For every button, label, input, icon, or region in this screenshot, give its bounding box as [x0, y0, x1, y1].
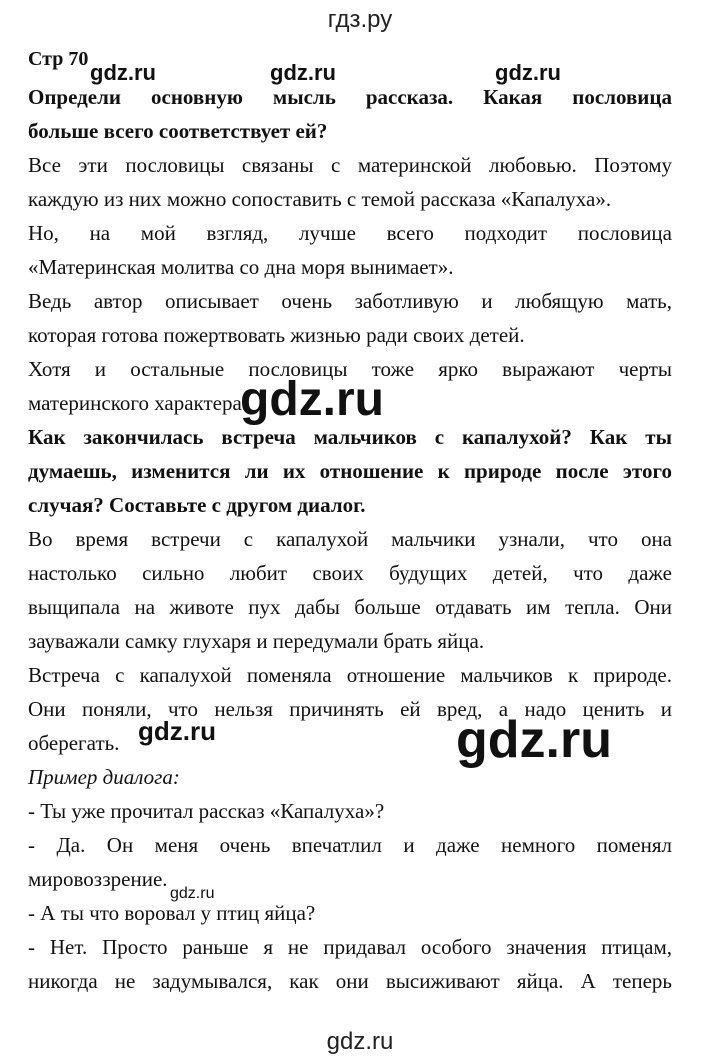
watermark: gdz.ru: [90, 60, 156, 85]
answer2-line: выщипала на животе пух дабы больше отдавать им тепла. Они: [28, 595, 672, 619]
answer1-line: материнского характера.: [28, 391, 248, 415]
answer1-line: «Материнская молитва со дна моря вынимает».: [28, 255, 454, 279]
answer1-line: Все эти пословицы связаны с материнской любовью. Поэтому: [28, 153, 672, 177]
answer2-line: Во время встречи с капалухой мальчики узнали, что она: [28, 527, 672, 551]
question1-line: Определи основную мысль рассказа. Какая пословица: [28, 85, 672, 109]
answer2-line: зауважали самку глухаря и передумали брать яйца.: [28, 629, 485, 653]
page-number: Стр 70: [28, 48, 89, 70]
answer1-line: Но, на мой взгляд, лучше всего подходит пословица: [28, 221, 672, 245]
answer2-line: Они поняли, что нельзя причинять ей вред, а надо ценить и: [28, 697, 672, 721]
dialog-line: - А ты что воровал у птиц яйца?: [28, 901, 316, 925]
watermark: gdz.ru: [270, 60, 336, 85]
dialog-line: никогда не задумывался, как они высиживают яйца. А теперь: [28, 969, 672, 993]
dialog-heading: Пример диалога:: [28, 765, 180, 789]
dialog-line: - Да. Он меня очень впечатлил и даже немного поменял: [28, 833, 672, 857]
watermark: gdz.ru: [138, 716, 216, 746]
site-header: гдз.ру: [327, 6, 393, 33]
dialog-line: мировоззрение.: [28, 867, 168, 891]
question2-line: думаешь, изменится ли их отношение к природе после этого: [28, 459, 672, 483]
answer1-line: каждую из них можно сопоставить с темой рассказа «Капалуха».: [28, 187, 612, 211]
watermark: gdz.ru: [456, 711, 612, 769]
answer1-line: Ведь автор описывает очень заботливую и любящую мать,: [28, 289, 672, 313]
watermark: gdz.ru: [495, 60, 561, 85]
answer2-line: настолько сильно любит своих будущих детей, что даже: [28, 561, 672, 585]
watermark: gdz.ru: [170, 885, 215, 902]
document-body: [28, 80, 672, 998]
answer2-line: оберегать.: [28, 731, 120, 755]
watermark: gdz.ru: [240, 373, 384, 426]
answer2-line: Встреча с капалухой поменяла отношение мальчиков к природе.: [28, 663, 672, 687]
question1-line: больше всего соответствует ей?: [28, 119, 328, 143]
question2-line: случая? Составьте с другом диалог.: [28, 493, 366, 517]
answer1-line: Хотя и остальные пословицы тоже ярко выражают черты: [28, 357, 672, 381]
dialog-line: - Нет. Просто раньше я не придавал особого значения птицам,: [28, 935, 672, 959]
dialog-line: - Ты уже прочитал рассказ «Капалуха»?: [28, 799, 385, 823]
answer1-line: которая готова пожертвовать жизнью ради своих детей.: [28, 323, 525, 347]
question2-line: Как закончилась встреча мальчиков с капалухой? Как ты: [28, 425, 672, 449]
site-footer: gdz.ru: [326, 1028, 394, 1055]
